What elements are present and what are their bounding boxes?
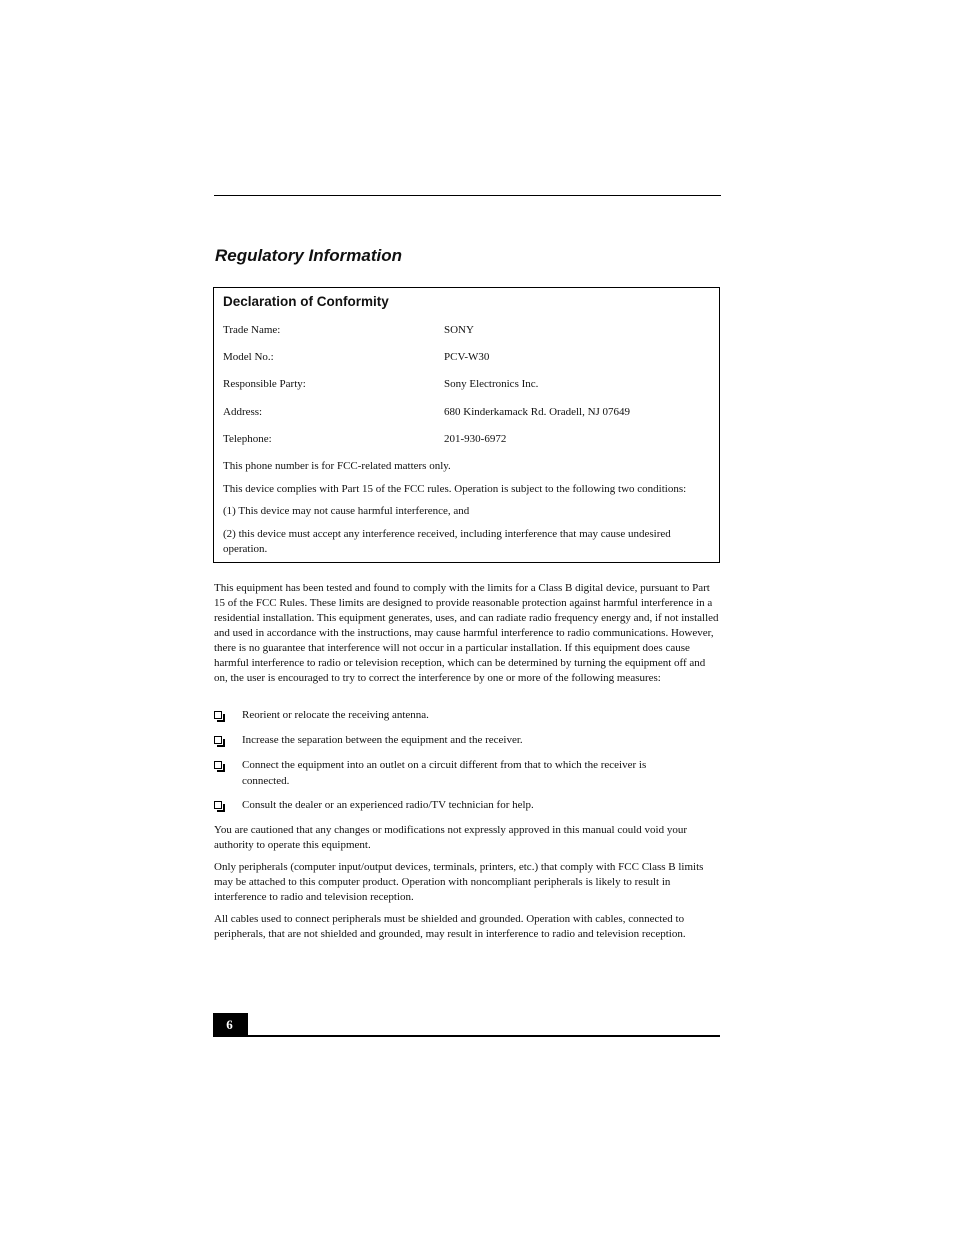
declaration-title: Declaration of Conformity bbox=[223, 294, 389, 309]
telephone-row bbox=[223, 431, 713, 447]
address-value: 680 Kinderkamack Rd. Oradell, NJ 07649 bbox=[444, 406, 631, 418]
trade-name-value: SONY bbox=[444, 324, 474, 336]
checkbox-bullet-icon bbox=[214, 801, 222, 809]
model-no-value: PCV-W30 bbox=[444, 351, 490, 363]
model-no-label: Model No.: bbox=[223, 351, 274, 363]
trade-name-row bbox=[223, 322, 713, 338]
model-no-row bbox=[223, 349, 713, 365]
measure-text: Connect the equipment into an outlet on a circuit different from that to which the receiver is connected. bbox=[242, 759, 647, 787]
caution-paragraph: You are cautioned that any changes or modifications not expressly approved in this manual could void your authority to operate this equipment. bbox=[214, 824, 687, 851]
address-row bbox=[223, 404, 713, 420]
responsible-party-row bbox=[223, 376, 713, 392]
responsible-party-value: Sony Electronics Inc. bbox=[444, 378, 539, 390]
header-rule bbox=[214, 195, 721, 196]
responsible-party-label: Responsible Party: bbox=[223, 378, 306, 390]
condition-1: (1) This device may not cause harmful interference, and bbox=[223, 505, 470, 517]
condition-2: (2) this device must accept any interference received, including interference that may cause undesired operation. bbox=[223, 528, 671, 555]
measure-text: Increase the separation between the equipment and the receiver. bbox=[242, 734, 523, 746]
cables-paragraph: All cables used to connect peripherals must be shielded and grounded. Operation with cables, connected to peripherals, that are not shielded and grounded, may result in interference to radio and television reception. bbox=[214, 913, 686, 940]
page-number: 6 bbox=[213, 1013, 248, 1036]
declaration-of-conformity-box bbox=[213, 287, 720, 563]
compliance-statement: This device complies with Part 15 of the FCC rules. Operation is subject to the following two conditions: bbox=[223, 483, 687, 495]
section-title: Regulatory Information bbox=[215, 246, 403, 265]
telephone-value: 201-930-6972 bbox=[444, 433, 507, 445]
phone-note: This phone number is for FCC-related matters only. bbox=[223, 460, 451, 472]
class-b-paragraph: This equipment has been tested and found to comply with the limits for a Class B digital device, pursuant to Part 15 of the FCC Rules. These limits are designed to provide reasonable protection against harmful interference in a residential installation. This equipment generates, uses, and can radiate radio frequency energy and, if not installed and used in accordance with the instructions, may cause harmful interference to radio communications. However, there is no guarantee that interference will not occur in a particular installation. If this equipment does cause harmful interference to radio or television reception, which can be determined by turning the equipment off and on, the user is encouraged to try to correct the interference by one or more of the following measures: bbox=[214, 582, 719, 684]
telephone-label: Telephone: bbox=[223, 433, 272, 445]
checkbox-bullet-icon bbox=[214, 761, 222, 769]
measure-text: Reorient or relocate the receiving antenna. bbox=[242, 709, 429, 721]
address-label: Address: bbox=[223, 406, 263, 418]
trade-name-label: Trade Name: bbox=[223, 324, 281, 336]
peripherals-paragraph: Only peripherals (computer input/output devices, terminals, printers, etc.) that comply with FCC Class B limits may be attached to this computer product. Operation with noncompliant peripherals is likely to result in interference to radio and television reception. bbox=[214, 861, 704, 903]
checkbox-bullet-icon bbox=[214, 711, 222, 719]
measure-text: Consult the dealer or an experienced radio/TV technician for help. bbox=[242, 799, 534, 811]
footer-rule bbox=[213, 1035, 720, 1037]
checkbox-bullet-icon bbox=[214, 736, 222, 744]
